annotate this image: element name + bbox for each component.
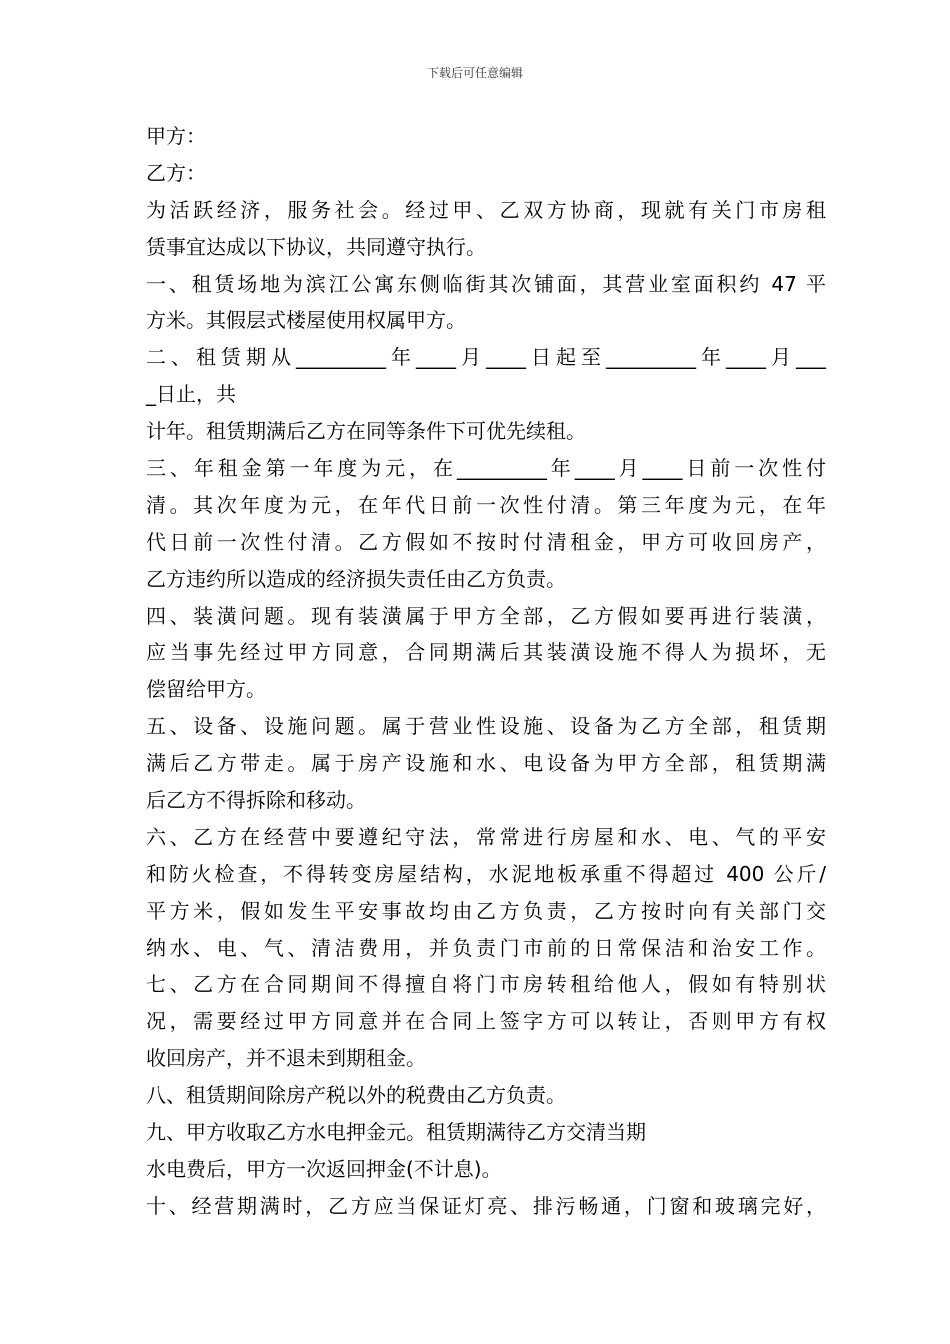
clause-4-line: 四、装潢问题。现有装潢属于甲方全部，乙方假如要再进行装潢， xyxy=(146,603,826,628)
clause-6-line: 六、乙方在经营中要遵纪守法，常常进行房屋和水、电、气的平安 xyxy=(146,824,826,849)
clause-7-line: 七、乙方在合同期间不得擅自将门市房转租给他人，假如有特别状 xyxy=(146,972,826,997)
clause-5-line: 后乙方不得拆除和移动。 xyxy=(146,788,366,813)
clause-3-line: 三、年租金第一年度为元，在_________年____月____日前一次性付 xyxy=(146,456,826,481)
clause-4-line: 应当事先经过甲方同意，合同期满后其装潢设施不得人为损坏，无 xyxy=(146,640,826,665)
contract-body xyxy=(146,118,826,1225)
clause-2-line: _日止，共 xyxy=(146,382,236,407)
clause-4-line: 偿留给甲方。 xyxy=(146,677,266,702)
clause-7-line: 收回房产，并不退未到期租金。 xyxy=(146,1046,426,1071)
clause-6-line: 平方米，假如发生平安事故均由乙方负责，乙方按时向有关部门交 xyxy=(146,898,826,923)
party-b-line: 乙方： xyxy=(146,160,206,185)
clause-3-line: 清。其次年度为元，在年代日前一次性付清。第三年度为元，在年 xyxy=(146,492,826,517)
clause-7-line: 况，需要经过甲方同意并在合同上签字方可以转让，否则甲方有权 xyxy=(146,1009,826,1034)
clause-3-line: 代日前一次性付清。乙方假如不按时付清租金，甲方可收回房产， xyxy=(146,529,826,554)
preamble-line: 为活跃经济，服务社会。经过甲、乙双方协商，现就有关门市房租 xyxy=(146,197,826,222)
clause-3-line: 乙方违约所以造成的经济损失责任由乙方负责。 xyxy=(146,566,566,591)
clause-9-line: 九、甲方收取乙方水电押金元。租赁期满待乙方交清当期 xyxy=(146,1120,646,1145)
page-header-note: 下载后可任意编辑 xyxy=(426,66,523,80)
clause-6-line: 和防火检查，不得转变房屋结构，水泥地板承重不得超过 400 公斤/ xyxy=(146,861,826,886)
clause-6-line: 纳水、电、气、清洁费用，并负责门市前的日常保洁和治安工作。 xyxy=(146,935,826,960)
preamble-line: 赁事宜达成以下协议，共同遵守执行。 xyxy=(146,234,486,259)
clause-2-line: 二、租赁期从_________年____月____日起至_________年____月___ xyxy=(146,345,826,370)
clause-5-line: 满后乙方带走。属于房产设施和水、电设备为甲方全部，租赁期满 xyxy=(146,751,826,776)
clause-8-line: 八、租赁期间除房产税以外的税费由乙方负责。 xyxy=(146,1083,566,1108)
clause-10-line: 十、经营期满时，乙方应当保证灯亮、排污畅通，门窗和玻璃完好， xyxy=(146,1193,826,1218)
clause-9-line: 水电费后，甲方一次返回押金(不计息)。 xyxy=(146,1156,502,1181)
clause-1-line: 方米。其假层式楼屋使用权属甲方。 xyxy=(146,308,466,333)
clause-2-line: 计年。租赁期满后乙方在同等条件下可优先续租。 xyxy=(146,419,586,444)
clause-1-line: 一、租赁场地为滨江公寓东侧临街其次铺面，其营业室面积约 47 平 xyxy=(146,271,826,296)
clause-5-line: 五、设备、设施问题。属于营业性设施、设备为乙方全部，租赁期 xyxy=(146,714,826,739)
party-a-line: 甲方： xyxy=(146,124,206,148)
